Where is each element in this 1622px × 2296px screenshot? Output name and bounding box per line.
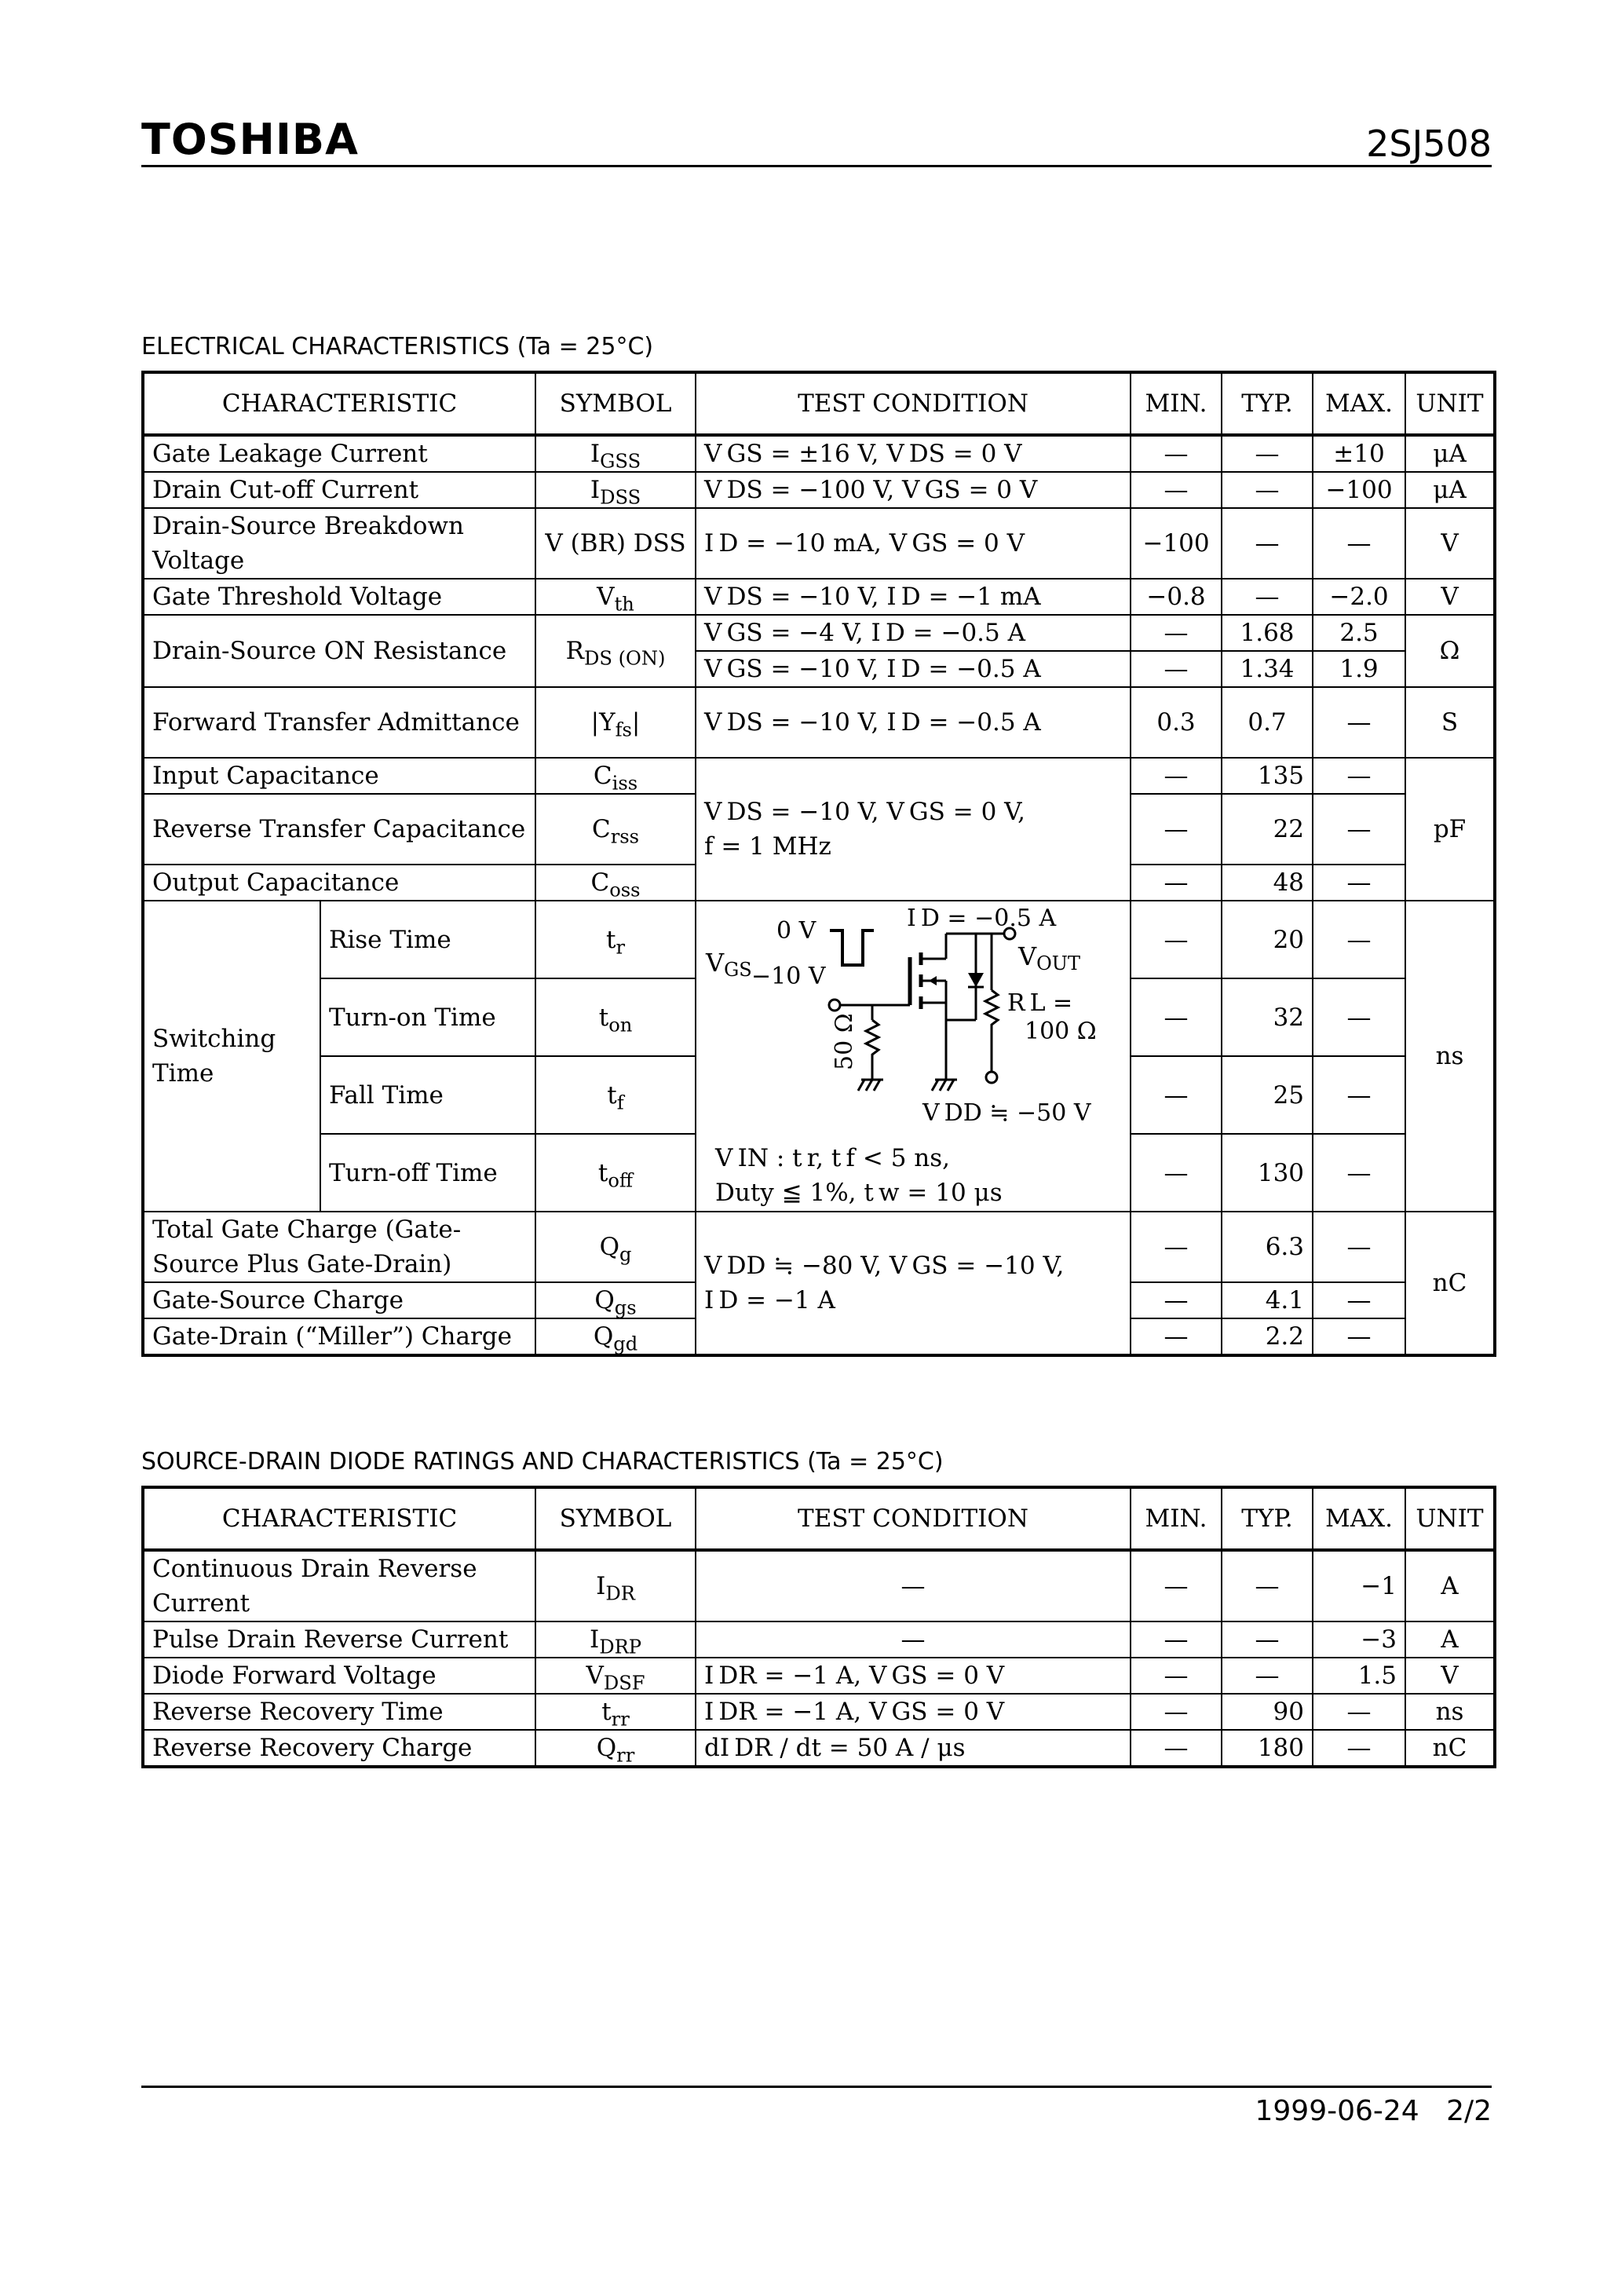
- max-cell: —: [1313, 687, 1405, 758]
- typ-cell: —: [1222, 579, 1313, 615]
- footer-date: 1999-06-24: [1255, 2095, 1419, 2127]
- unit-cell: V: [1405, 1658, 1495, 1694]
- mosfet-arrow: [929, 976, 937, 985]
- min-cell: —: [1131, 651, 1222, 687]
- characteristic-cell: Drain-Source Breakdown Voltage: [143, 508, 535, 579]
- max-cell: 2.5: [1313, 615, 1405, 651]
- unit-cell: V: [1405, 508, 1495, 579]
- min-cell: —: [1131, 1282, 1222, 1318]
- min-cell: —: [1131, 1658, 1222, 1694]
- unit-cell: A: [1405, 1550, 1495, 1621]
- symbol-cell: $t_f$: [535, 1056, 696, 1134]
- symbol-cell: $C_{oss}$: [535, 865, 696, 901]
- typ-cell: 0.7: [1222, 687, 1313, 758]
- max-cell: —: [1313, 1730, 1405, 1767]
- unit-cell: V: [1405, 579, 1495, 615]
- min-cell: —: [1131, 615, 1222, 651]
- characteristic-cell: Total Gate Charge (Gate-Source Plus Gate-Drain): [143, 1212, 535, 1282]
- unit-cell: Ω: [1405, 615, 1495, 687]
- typ-cell: 180: [1222, 1730, 1313, 1767]
- condition-cell: V GS = ±16 V, V DS = 0 V: [696, 435, 1131, 472]
- characteristic-cell: Turn-off Time: [320, 1134, 535, 1212]
- unit-cell: S: [1405, 687, 1495, 758]
- condition-cell: V GS = −4 V, I D = −0.5 A: [696, 615, 1131, 651]
- characteristic-cell: Input Capacitance: [143, 758, 535, 794]
- table-row: [143, 1621, 1495, 1658]
- max-cell: —: [1313, 1318, 1405, 1355]
- symbol-cell: $Q_{gd}$: [535, 1318, 696, 1355]
- vout-label: VOUT: [1018, 941, 1081, 974]
- symbol-cell: $V_{DSF}$: [535, 1658, 696, 1694]
- condition-cell: I DR = −1 A, V GS = 0 V: [696, 1694, 1131, 1730]
- max-cell: −2.0: [1313, 579, 1405, 615]
- typ-cell: —: [1222, 1621, 1313, 1658]
- table-row: [143, 687, 1495, 758]
- typ-cell: —: [1222, 508, 1313, 579]
- symbol-cell: $t_{rr}$: [535, 1694, 696, 1730]
- electrical-characteristics-title: ELECTRICAL CHARACTERISTICS (Ta = 25°C): [141, 333, 654, 360]
- diode-characteristics-title: SOURCE-DRAIN DIODE RATINGS AND CHARACTERISTICS (Ta = 25°C): [141, 1448, 944, 1475]
- condition-cell: —: [696, 1550, 1131, 1621]
- col-unit: UNIT: [1405, 1487, 1495, 1550]
- typ-cell: —: [1222, 1550, 1313, 1621]
- max-cell: −1: [1313, 1550, 1405, 1621]
- table-row: [143, 615, 1495, 651]
- max-cell: —: [1313, 794, 1405, 865]
- max-cell: −100: [1313, 472, 1405, 508]
- symbol-cell: $|Y_{fs}|$: [535, 687, 696, 758]
- max-cell: —: [1313, 978, 1405, 1056]
- unit-cell: A: [1405, 1621, 1495, 1658]
- min-cell: —: [1131, 1730, 1222, 1767]
- vdd-label: V DD ≒ −50 V: [922, 1099, 1091, 1127]
- typ-cell: 22: [1222, 794, 1313, 865]
- input-terminal: [829, 1000, 840, 1011]
- condition-cell: dI DR / dt = 50 A / μs: [696, 1730, 1131, 1767]
- col-symbol: SYMBOL: [535, 1487, 696, 1550]
- typ-cell: 90: [1222, 1694, 1313, 1730]
- header-rule: [141, 165, 1492, 167]
- condition-cell: V DS = −10 V, V GS = 0 V, f = 1 MHz: [696, 758, 1131, 901]
- max-cell: —: [1313, 1134, 1405, 1212]
- typ-cell: 1.34: [1222, 651, 1313, 687]
- ground-symbol: [932, 1080, 957, 1091]
- footer: [1255, 2095, 1492, 2127]
- rl-value-label: 100 Ω: [1025, 1018, 1097, 1045]
- table-row: [143, 1212, 1495, 1282]
- max-cell: 1.5: [1313, 1658, 1405, 1694]
- condition-cell: V DS = −10 V, I D = −0.5 A: [696, 687, 1131, 758]
- characteristic-cell: Drain-Source ON Resistance: [143, 615, 535, 687]
- gate-pulse-waveform: [830, 930, 874, 965]
- col-typ: TYP.: [1222, 1487, 1313, 1550]
- switching-condition-note-1: V IN : t r, t f < 5 ns,: [715, 1144, 950, 1172]
- col-symbol: SYMBOL: [535, 372, 696, 435]
- min-cell: —: [1131, 978, 1222, 1056]
- characteristic-cell: Gate-Source Charge: [143, 1282, 535, 1318]
- typ-cell: —: [1222, 472, 1313, 508]
- load-resistor: [985, 990, 998, 1072]
- min-cell: —: [1131, 1694, 1222, 1730]
- ground-symbol: [858, 1080, 883, 1091]
- typ-cell: 135: [1222, 758, 1313, 794]
- min-cell: 0.3: [1131, 687, 1222, 758]
- typ-cell: 20: [1222, 901, 1313, 978]
- symbol-cell: $I_{DRP}$: [535, 1621, 696, 1658]
- typ-cell: 1.68: [1222, 615, 1313, 651]
- table-row: [143, 1658, 1495, 1694]
- min-cell: −100: [1131, 508, 1222, 579]
- col-max: MAX.: [1313, 372, 1405, 435]
- symbol-cell: $R_{DS (ON)}$: [535, 615, 696, 687]
- typ-cell: —: [1222, 1658, 1313, 1694]
- condition-cell: V DS = −100 V, V GS = 0 V: [696, 472, 1131, 508]
- resistor-50-label: 50 Ω: [831, 1013, 859, 1070]
- condition-cell: V GS = −10 V, I D = −0.5 A: [696, 651, 1131, 687]
- characteristic-cell: Gate Leakage Current: [143, 435, 535, 472]
- symbol-cell: $t_{off}$: [535, 1134, 696, 1212]
- col-unit: UNIT: [1405, 372, 1495, 435]
- rl-label: R L =: [1007, 989, 1073, 1017]
- col-min: MIN.: [1131, 1487, 1222, 1550]
- col-min: MIN.: [1131, 372, 1222, 435]
- table-row: [143, 472, 1495, 508]
- max-cell: —: [1313, 1282, 1405, 1318]
- typ-cell: 2.2: [1222, 1318, 1313, 1355]
- col-characteristic: CHARACTERISTIC: [143, 1487, 535, 1550]
- unit-cell: nC: [1405, 1730, 1495, 1767]
- characteristic-cell: Pulse Drain Reverse Current: [143, 1621, 535, 1658]
- symbol-cell: $I_{DSS}$: [535, 472, 696, 508]
- condition-cell: I DR = −1 A, V GS = 0 V: [696, 1658, 1131, 1694]
- symbol-cell: $Q_g$: [535, 1212, 696, 1282]
- min-cell: —: [1131, 1318, 1222, 1355]
- min-cell: —: [1131, 901, 1222, 978]
- max-cell: —: [1313, 508, 1405, 579]
- max-cell: —: [1313, 865, 1405, 901]
- table-row: [143, 508, 1495, 579]
- switching-group-cell: Switching Time: [143, 901, 320, 1212]
- diode-characteristics-table: [141, 1486, 1496, 1768]
- min-cell: —: [1131, 1056, 1222, 1134]
- unit-cell: pF: [1405, 758, 1495, 901]
- part-number: 2SJ508: [1366, 122, 1492, 165]
- symbol-cell: $t_r$: [535, 901, 696, 978]
- table-row: [143, 1730, 1495, 1767]
- max-cell: —: [1313, 758, 1405, 794]
- characteristic-cell: Drain Cut-off Current: [143, 472, 535, 508]
- min-cell: —: [1131, 794, 1222, 865]
- characteristic-cell: Forward Transfer Admittance: [143, 687, 535, 758]
- table-row: [143, 579, 1495, 615]
- page-number: 2/2: [1446, 2095, 1492, 2127]
- symbol-cell: $I_{GSS}$: [535, 435, 696, 472]
- col-typ: TYP.: [1222, 372, 1313, 435]
- min-cell: —: [1131, 1621, 1222, 1658]
- toshiba-logo: TOSHIBA: [141, 115, 359, 164]
- max-cell: —: [1313, 1056, 1405, 1134]
- characteristic-cell: Reverse Recovery Charge: [143, 1730, 535, 1767]
- id-label: I D = −0.5 A: [907, 905, 1057, 932]
- min-cell: —: [1131, 1212, 1222, 1282]
- max-cell: —: [1313, 901, 1405, 978]
- symbol-cell: $C_{iss}$: [535, 758, 696, 794]
- max-cell: 1.9: [1313, 651, 1405, 687]
- symbol-cell: $V_{th}$: [535, 579, 696, 615]
- typ-cell: 6.3: [1222, 1212, 1313, 1282]
- vgs-label: VGS: [706, 948, 752, 981]
- symbol-cell: $Q_{gs}$: [535, 1282, 696, 1318]
- zero-volt-label: 0 V: [776, 917, 816, 945]
- typ-cell: 25: [1222, 1056, 1313, 1134]
- min-cell: —: [1131, 435, 1222, 472]
- unit-cell: ns: [1405, 1694, 1495, 1730]
- switching-test-circuit-cell: [696, 901, 1131, 1212]
- symbol-cell: $I_{DR}$: [535, 1550, 696, 1621]
- characteristic-cell: Diode Forward Voltage: [143, 1658, 535, 1694]
- header-row: [143, 372, 1495, 435]
- characteristic-cell: Reverse Recovery Time: [143, 1694, 535, 1730]
- characteristic-cell: Rise Time: [320, 901, 535, 978]
- header-row: [143, 1487, 1495, 1550]
- col-test-condition: TEST CONDITION: [696, 1487, 1131, 1550]
- electrical-characteristics-table: [141, 371, 1496, 1357]
- typ-cell: 48: [1222, 865, 1313, 901]
- switching-test-circuit-diagram: [696, 902, 1131, 1141]
- characteristic-cell: Fall Time: [320, 1056, 535, 1134]
- typ-cell: —: [1222, 435, 1313, 472]
- condition-cell: I D = −10 mA, V GS = 0 V: [696, 508, 1131, 579]
- col-max: MAX.: [1313, 1487, 1405, 1550]
- vdd-terminal: [986, 1072, 997, 1083]
- unit-cell: μA: [1405, 435, 1495, 472]
- typ-cell: 130: [1222, 1134, 1313, 1212]
- characteristic-cell: Gate-Drain (“Miller”) Charge: [143, 1318, 535, 1355]
- body-diode: [968, 973, 984, 987]
- max-cell: —: [1313, 1212, 1405, 1282]
- unit-cell: ns: [1405, 901, 1495, 1212]
- resistor-50-ohm: [866, 1020, 879, 1080]
- table-row: [143, 901, 1495, 978]
- max-cell: —: [1313, 1694, 1405, 1730]
- table-row: [143, 1694, 1495, 1730]
- symbol-cell: $Q_{rr}$: [535, 1730, 696, 1767]
- condition-cell: —: [696, 1621, 1131, 1658]
- typ-cell: 4.1: [1222, 1282, 1313, 1318]
- unit-cell: nC: [1405, 1212, 1495, 1355]
- col-test-condition: TEST CONDITION: [696, 372, 1131, 435]
- symbol-cell: $C_{rss}$: [535, 794, 696, 865]
- table-row: [143, 1550, 1495, 1621]
- minus-ten-volt-label: −10 V: [751, 963, 826, 990]
- min-cell: −0.8: [1131, 579, 1222, 615]
- characteristic-cell: Reverse Transfer Capacitance: [143, 794, 535, 865]
- min-cell: —: [1131, 865, 1222, 901]
- condition-cell: V DS = −10 V, I D = −1 mA: [696, 579, 1131, 615]
- unit-cell: μA: [1405, 472, 1495, 508]
- characteristic-cell: Gate Threshold Voltage: [143, 579, 535, 615]
- table-row: [143, 758, 1495, 794]
- table-row: [143, 435, 1495, 472]
- typ-cell: 32: [1222, 978, 1313, 1056]
- symbol-cell: $t_{on}$: [535, 978, 696, 1056]
- max-cell: −3: [1313, 1621, 1405, 1658]
- condition-cell: V DD ≒ −80 V, V GS = −10 V, I D = −1 A: [696, 1212, 1131, 1355]
- symbol-cell: V (BR) DSS: [535, 508, 696, 579]
- switching-condition-note-2: Duty ≦ 1%, t w = 10 μs: [715, 1179, 1003, 1207]
- col-characteristic: CHARACTERISTIC: [143, 372, 535, 435]
- min-cell: —: [1131, 472, 1222, 508]
- characteristic-cell: Continuous Drain Reverse Current: [143, 1550, 535, 1621]
- min-cell: —: [1131, 1134, 1222, 1212]
- characteristic-cell: Output Capacitance: [143, 865, 535, 901]
- max-cell: ±10: [1313, 435, 1405, 472]
- min-cell: —: [1131, 1550, 1222, 1621]
- min-cell: —: [1131, 758, 1222, 794]
- footer-rule: [141, 2086, 1492, 2088]
- characteristic-cell: Turn-on Time: [320, 978, 535, 1056]
